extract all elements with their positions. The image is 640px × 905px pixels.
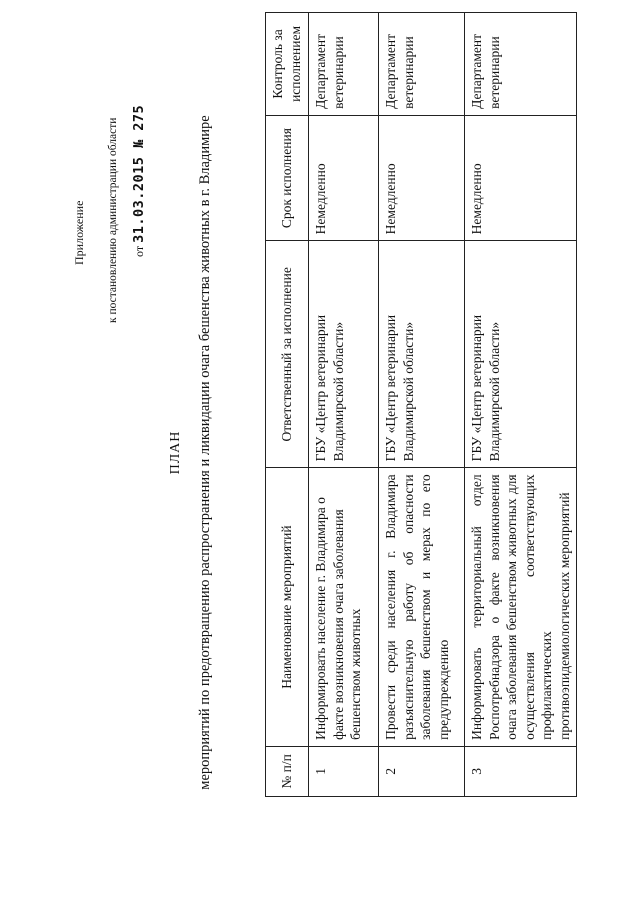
date-prefix: от xyxy=(132,245,146,257)
header-deadline: Срок исполнения xyxy=(266,115,309,240)
plan-table xyxy=(265,12,577,797)
header-activity: Наименование мероприятий xyxy=(266,468,309,746)
row-num: 1 xyxy=(309,746,379,796)
row-responsible: ГБУ «Центр ветеринарии Владимирской области» xyxy=(309,241,379,468)
row-control: Департамент ветеринарии xyxy=(465,13,577,116)
date-number: 31.03.2015 № 275 xyxy=(131,104,147,243)
document-title: ПЛАН xyxy=(168,430,183,475)
document-subtitle: мероприятий по предотвращению распространения и ликвидации очага бешенства животных в г. Владимире xyxy=(197,115,213,790)
row-num: 3 xyxy=(465,746,577,796)
row-responsible: ГБУ «Центр ветеринарии Владимирской области» xyxy=(379,241,465,468)
appendix-label: Приложение xyxy=(72,200,86,265)
table-row xyxy=(465,13,577,797)
decree-label: к постановлению администрации области xyxy=(107,117,119,323)
table-row xyxy=(309,13,379,797)
row-num: 2 xyxy=(379,746,465,796)
row-control: Департамент ветеринарии xyxy=(309,13,379,116)
row-activity: Провести среди населения г. Владимира разъяснительную работу об опасности заболевания бешенством и мерах по его предупреждению xyxy=(379,468,465,746)
table-header-row xyxy=(266,13,309,797)
row-activity: Информировать население г. Владимира о факте возникновения очага заболевания бешенством животных xyxy=(309,468,379,746)
header-control: Контроль за исполнением xyxy=(266,13,309,116)
header-responsible: Ответственный за исполнение xyxy=(266,241,309,468)
row-deadline: Немедленно xyxy=(465,115,577,240)
decree-date xyxy=(131,105,147,257)
row-deadline: Немедленно xyxy=(379,115,465,240)
row-responsible: ГБУ «Центр ветеринарии Владимирской области» xyxy=(465,241,577,468)
row-control: Департамент ветеринарии xyxy=(379,13,465,116)
table-row xyxy=(379,13,465,797)
header-num: № п/п xyxy=(266,746,309,796)
row-deadline: Немедленно xyxy=(309,115,379,240)
row-activity: Информировать территориальный отдел Роспотребнадзора о факте возникновения очага заболевания бешенством животных для осуществления соответствующих профилактических противоэпидемиологических мероприятий xyxy=(465,468,577,746)
